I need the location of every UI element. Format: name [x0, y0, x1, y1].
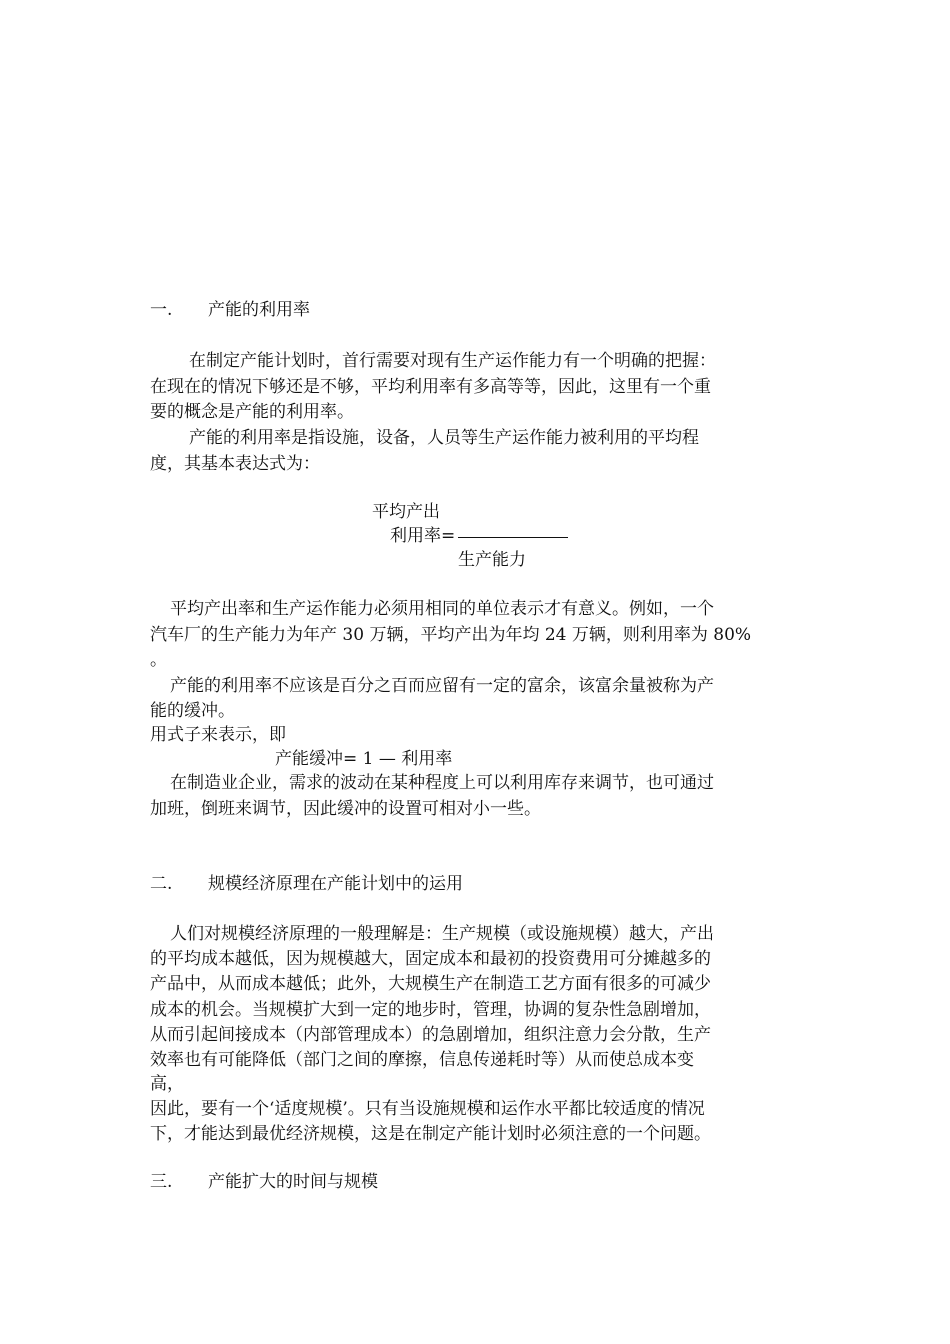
section-1-heading — [150, 298, 310, 322]
s1-para2-line: 度，其基本表达式为： — [150, 454, 320, 474]
s2-para1-line: 成本的机会。当规模扩大到一定的地步时，管理，协调的复杂性急剧增加， — [150, 1000, 711, 1020]
s2-para1-line: 高， — [150, 1074, 184, 1094]
section-3-title: 产能扩大的时间与规模 — [208, 1172, 378, 1192]
section-1-title: 产能的利用率 — [208, 300, 310, 320]
s1-para3-line: 。 — [150, 650, 167, 670]
s1-para6-line: 在制造业企业，需求的波动在某种程度上可以利用库存来调节，也可通过 — [170, 773, 714, 793]
s2-para1-line: 从而引起间接成本（内部管理成本）的急剧增加，组织注意力会分散，生产 — [150, 1025, 711, 1045]
section-2-title: 规模经济原理在产能计划中的运用 — [208, 874, 463, 894]
section-3-number: 三. — [150, 1172, 173, 1192]
s1-para5-line: 用式子来表示，即 — [150, 725, 286, 745]
s2-para2-line: 下，才能达到最优经济规模，这是在制定产能计划时必须注意的一个问题。 — [150, 1124, 711, 1144]
formula-numerator: 平均产出 — [372, 502, 440, 522]
s1-para1-line: 在现在的情况下够还是不够，平均利用率有多高等等，因此，这里有一个重 — [150, 377, 711, 397]
section-2-heading — [150, 872, 463, 896]
s2-para1-line: 人们对规模经济原理的一般理解是：生产规模（或设施规模）越大，产出 — [170, 924, 714, 944]
section-2-number: 二. — [150, 874, 173, 894]
s1-para3-line: 汽车厂的生产能力为年产 30 万辆，平均产出为年均 24 万辆，则利用率为 80% — [150, 625, 752, 645]
s1-para3-line: 平均产出率和生产运作能力必须用相同的单位表示才有意义。例如，一个 — [170, 599, 714, 619]
formula-denominator: 生产能力 — [458, 550, 526, 570]
s1-para4-line: 产能的利用率不应该是百分之百而应留有一定的富余，该富余量被称为产 — [170, 676, 714, 696]
s1-para4-line: 能的缓冲。 — [150, 701, 235, 721]
section-1-number: 一. — [150, 300, 173, 320]
s2-para1-line: 的平均成本越低，因为规模越大，固定成本和最初的投资费用可分摊越多的 — [150, 949, 711, 969]
s1-para1-line: 在制定产能计划时，首行需要对现有生产运作能力有一个明确的把握： — [189, 351, 716, 371]
s1-para6-line: 加班，倒班来调节，因此缓冲的设置可相对小一些。 — [150, 799, 541, 819]
formula-buffer: 产能缓冲= 1 — 利用率 — [275, 749, 453, 769]
formula-fraction-bar — [458, 537, 568, 538]
section-3-heading — [150, 1170, 378, 1194]
s1-para1-line: 要的概念是产能的利用率。 — [150, 402, 354, 422]
s1-para2-line: 产能的利用率是指设施，设备，人员等生产运作能力被利用的平均程 — [189, 428, 699, 448]
s2-para2-line: 因此，要有一个‘适度规模’。只有当设施规模和运作水平都比较适度的情况 — [150, 1099, 705, 1119]
s2-para1-line: 产品中，从而成本越低；此外，大规模生产在制造工艺方面有很多的可减少 — [150, 974, 711, 994]
formula-lhs: 利用率= — [390, 526, 456, 546]
s2-para1-line: 效率也有可能降低（部门之间的摩擦，信息传递耗时等）从而使总成本变 — [150, 1050, 694, 1070]
